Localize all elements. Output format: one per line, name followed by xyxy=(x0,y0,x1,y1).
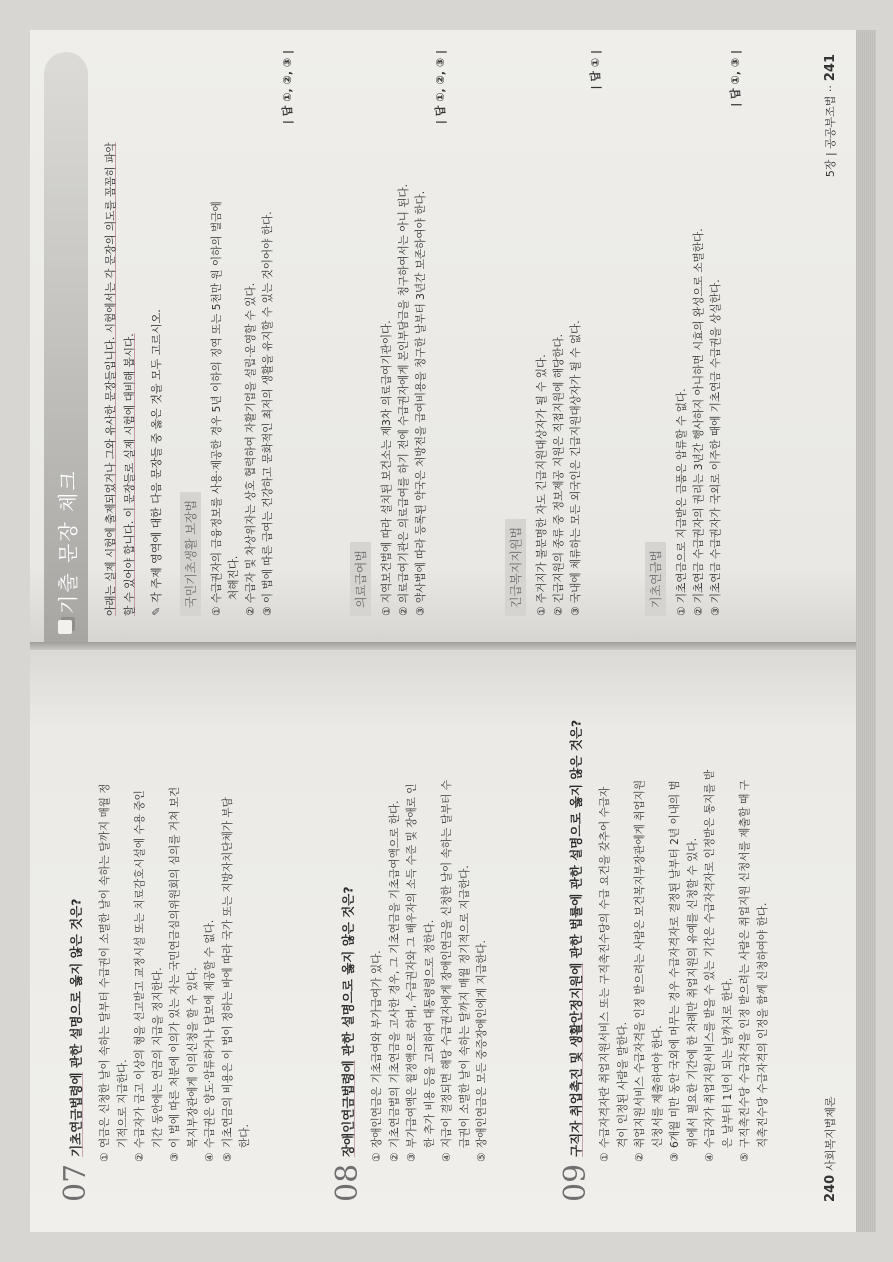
statement: ① 지역보건법에 따라 설치된 보건소는 제3차 의료급여기관이다. xyxy=(381,320,393,616)
option-line: ①장애인연금은 기초급여와 부가급여가 있다. xyxy=(371,950,383,1162)
page-number: 241 xyxy=(823,54,838,82)
statement: ③ 기초연금 수급권자가 국외로 이주한 때에 기초연금 수급권을 상실한다. xyxy=(710,279,722,616)
option-line: ①연금은 신청한 날이 속하는 달부터 수급권이 소멸한 날이 속하는 달까지 매월 정 xyxy=(99,783,111,1162)
statement: 처해진다. xyxy=(228,555,240,600)
statement: ③ 이 법에 따른 급여는 건강하고 문화적인 최저의 생활을 유지할 수 있는 것이어야 한다. xyxy=(262,211,274,616)
option-line: ④수급자가 취업지원서비스를 받을 수 있는 기간은 수급자격자로 인정받은 통지를 받 xyxy=(704,769,716,1162)
question-title-rest: 관한 설명으로 옳지 않은 것은? xyxy=(68,898,84,1073)
option-line: 은 날부터 1년이 되는 날까지로 한다. xyxy=(721,977,734,1148)
option-line: ③이 법에 따른 처분에 이의가 있는 자는 국민연금심의위원회의 심의를 거쳐 보건 xyxy=(169,786,181,1162)
option-line: 급권이 소멸한 날이 속하는 달까지 매월 정기적으로 지급한다. xyxy=(458,865,471,1148)
intro-line: 할 수 있어야 합니다. 이 문장들로 실제 시험에 대비해 봅시다. xyxy=(124,333,136,616)
option-line: ③6개월 미만 동안 국외에 머무는 경우 수급자격자로 결정된 날부터 2년 이내의 범 xyxy=(669,780,681,1162)
option-line: 신청서를 제출하여야 한다. xyxy=(651,1025,664,1148)
answer-key: | 답 ①, ②, ③ | xyxy=(281,50,294,125)
answer-key: | 답 ①, ③ | xyxy=(729,50,742,107)
answer-key: | 답 ①, ②, ③ | xyxy=(434,50,447,125)
option-line: 한 추가 비용 등을 고려하여 대통령령으로 정한다. xyxy=(423,919,436,1148)
question-number: 08 xyxy=(330,1163,365,1202)
left-page-footer xyxy=(822,1096,838,1202)
statement: ③ 약사법에 따라 등록된 약국은 처방전을 급여비용을 청구한 날부터 3년간 보존하여야 한다. xyxy=(415,190,427,616)
statement-list xyxy=(379,50,430,616)
option-line: ③부가급여액은 월정액으로 하며, 수급권자와 그 배우자의 소득 수준 및 장애로 인 xyxy=(406,783,418,1162)
statement: ① 주거지가 불분명한 자도 긴급지원대상자가 될 수 있다. xyxy=(536,354,548,616)
statement-list xyxy=(534,50,585,616)
option-line: ④수급권은 양도·압류하거나 담보에 제공할 수 없다. xyxy=(204,919,216,1162)
question-08 xyxy=(330,672,492,1202)
statement-list xyxy=(674,50,725,616)
instruction-text: 각 주제 영역에 대한 다음 문장들 중 옳은 것을 모두 고르시오. xyxy=(150,309,163,603)
statement: ② 기초연금 수급권자의 권리는 3년간 행사하지 아니하면 시효의 완성으로 소멸한다. xyxy=(693,228,705,616)
pencil-icon: ✎ xyxy=(150,606,163,616)
answer-key: | 답 ① | xyxy=(589,50,602,90)
statement: ① 수급권자의 금융정보를 사용·제공한 경우 5년 이하의 징역 또는 5천만 원 이하의 벌금에 xyxy=(211,201,223,616)
right-page xyxy=(30,30,860,642)
section-header-tab xyxy=(44,52,88,642)
statement: ① 기초연금으로 지급받은 금품은 압류할 수 없다. xyxy=(676,388,688,616)
question-title xyxy=(341,886,356,1157)
statement: ② 의료급여기관은 의료급여를 하기 전에 수급권자에게 본인부담금을 청구하여서는 아니 된다. xyxy=(398,183,410,616)
statement: ② 수급자 및 차상위자는 상호 협력하여 자활기업을 설립·운영할 수 있다. xyxy=(245,282,257,616)
option-line: 격이 인정된 사람을 말한다. xyxy=(616,1021,629,1148)
section-title: 의료급여법 xyxy=(350,542,371,616)
section-title: 국민기초생활 보장법 xyxy=(180,492,201,616)
instruction xyxy=(148,60,164,616)
section-basic-pension xyxy=(645,50,743,616)
statement-list xyxy=(209,50,277,616)
section-medical-aid xyxy=(350,50,448,616)
option-line: ①수급자격자란 취업지원서비스 또는 구직촉진수당의 수급 요건을 갖추어 수급자 xyxy=(599,786,611,1162)
section-title: 긴급복지지원법 xyxy=(505,519,526,616)
option-line: ⑤기초연금의 비용은 이 법이 정하는 바에 따라 국가 또는 지방자치단체가 부담 xyxy=(221,797,234,1162)
header-square-icon xyxy=(58,620,72,634)
option-line: 기간 동안에는 연금의 지급을 정지한다. xyxy=(151,967,164,1148)
option-line: 복지부장관에게 이의신청을 할 수 있다. xyxy=(186,967,199,1148)
option-line: 직촉진수당 수급자격의 인정을 함께 신청하여야 한다. xyxy=(756,902,769,1148)
question-title-highlight: 기초연금법령에 xyxy=(68,1072,84,1157)
option-line: 위에서 필요한 기간에 한 차례만 취업지원의 유예를 신청할 수 있다. xyxy=(686,838,699,1148)
question-number: 07 xyxy=(58,1163,93,1202)
question-number: 09 xyxy=(558,1163,593,1202)
question-title-highlight: 구직자 취업촉진 및 생활안정지원에 xyxy=(568,962,584,1157)
option-line: ⑤장애인연금은 모든 중증장애인에게 지급한다. xyxy=(476,940,488,1162)
question-07 xyxy=(58,672,255,1202)
left-page xyxy=(30,642,860,1232)
option-line: ④지급이 결정되면 해당 수급권자에게 장애인연금을 신청한 날이 속하는 달부터 수 xyxy=(441,779,453,1162)
question-09 xyxy=(558,672,772,1202)
option-line: ②기초연금법의 기초연금을 고사한 경우, 그 기초연금을 기초급여액으로 한다. xyxy=(388,800,401,1162)
page-number: 240 xyxy=(823,1174,838,1202)
right-page-footer: 5장 | 공공부조법 ··241 xyxy=(823,54,838,178)
page-stack-edge xyxy=(856,30,876,1232)
section-emergency-welfare xyxy=(505,50,603,616)
statement: ② 긴급지원의 종류 중 정보제공 지원은 직접지원에 해당한다. xyxy=(553,333,565,616)
book-title: 사회복지법제론 xyxy=(824,1096,837,1171)
chapter-label: 5장 | 공공부조법 xyxy=(824,95,837,178)
section-title: 기초연금법 xyxy=(645,542,666,616)
option-line: ⑤구직촉진수당 수급자격을 인정 받으려는 사람은 취업지원 신청서를 제출할 때 구 xyxy=(739,779,751,1162)
question-options xyxy=(97,672,254,1162)
intro-line: 아래는 실제 시험에 출제되었거나 그와 유사한 문장들입니다. 시험에서는 각 문장의 의도를 꼼꼼히 파악 xyxy=(105,142,117,616)
option-line: 한다. xyxy=(239,1124,251,1148)
intro-text xyxy=(102,60,140,616)
option-line: 기적으로 지급한다. xyxy=(116,1059,129,1148)
option-line: ②취업지원서비스 수급자격을 인정 받으려는 사람은 보건복지부장관에게 취업지원 xyxy=(634,779,646,1162)
question-title-highlight: 장애인연금법령에 xyxy=(340,1060,356,1157)
option-line: ②수급자가 금고 이상의 형을 선고받고 교정시설 또는 치료감호시설에 수용 중인 xyxy=(134,790,146,1162)
question-options xyxy=(597,672,771,1162)
question-title-rest: 관한 설명으로 옳지 않은 것은? xyxy=(340,886,356,1061)
section-header-title: 기출 문장 체크 xyxy=(56,469,80,614)
section-basic-livelihood xyxy=(180,50,295,616)
question-options xyxy=(369,672,491,1162)
question-title-rest: 관한 법률에 관한 설명으로 옳지 않은 것은? xyxy=(568,719,584,963)
question-title xyxy=(69,898,84,1156)
statement: ③ 국내에 체류하는 모든 외국인은 긴급지원대상자가 될 수 없다. xyxy=(570,320,582,616)
question-title xyxy=(569,720,584,1157)
